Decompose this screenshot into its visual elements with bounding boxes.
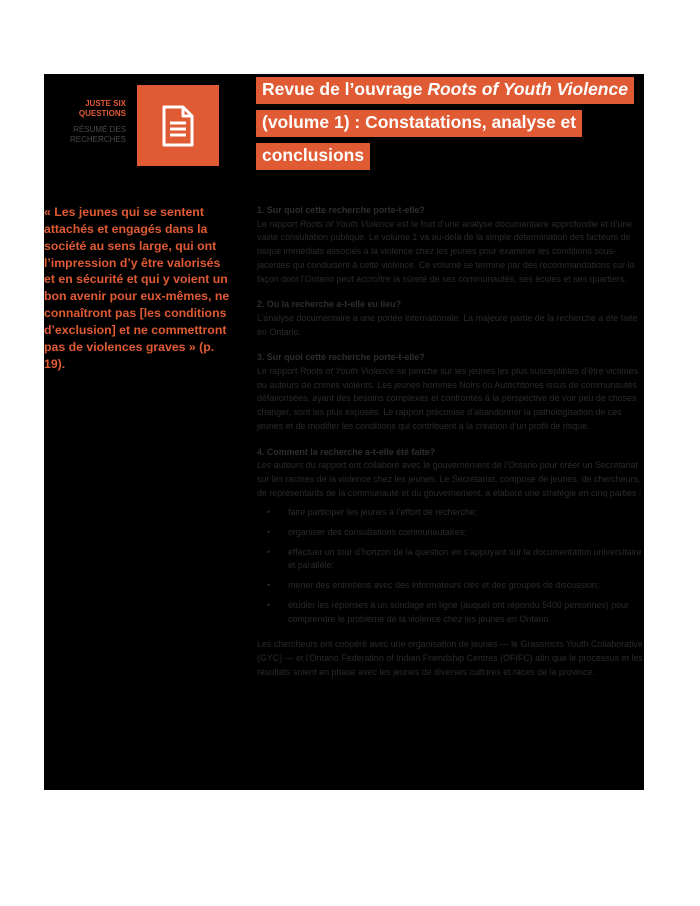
section-q3 bbox=[257, 351, 645, 433]
strategy-list bbox=[257, 506, 645, 626]
list-item: • mener des entretiens avec des informateurs clés et des groupes de discussion; bbox=[257, 579, 645, 593]
kicker-line-3: RÉSUMÉ DES bbox=[73, 125, 126, 134]
list-item: • étudier les réponses à un sondage en ligne (auquel ont répondu 5400 personnes) pour comprendre le problème de la violence chez les jeunes en Ontario. bbox=[257, 599, 645, 626]
kicker-line-2: QUESTIONS bbox=[78, 109, 126, 118]
title-line-3: conclusions bbox=[256, 143, 370, 170]
section-paragraph: Les chercheurs ont coopéré avec une organisation de jeunes — le Grassroots Youth Collaborative (GYC) — et l’Ontario Federation of Indian Friendship Centres (OFIFC) afin que le processus et les résultats soient en phase avec les jeunes de diverses cultures et races de la province. bbox=[257, 639, 643, 677]
list-item: • organiser des consultations communautaires; bbox=[257, 526, 645, 540]
title-work-name: Roots of Youth Violence bbox=[427, 79, 628, 99]
section-q4 bbox=[257, 446, 645, 680]
section-paragraph: Le rapport Roots of Youth Violence est le fruit d’une analyse documentaire approfondie et d’une vaste consultation publique. Le volume 1 va au-delà de la simple détermination des facteurs de risque immédiats associés à la violence chez les jeunes pour examiner les conditions sous-jacentes qui conduisent à cette violence. Ce volume se termine par des recommandations sur la façon dont l’Ontario peut accroître la sûreté de ses communautés, ses écoles et ses quartiers. bbox=[257, 218, 635, 284]
kicker-line-4: RECHERCHES bbox=[69, 135, 126, 144]
section-q2 bbox=[257, 298, 645, 339]
page-title bbox=[256, 77, 646, 176]
section-heading: 2. Où la recherche a-t-elle eu lieu? bbox=[257, 299, 402, 310]
section-paragraph: Les auteurs du rapport ont collaboré avec le gouvernement de l’Ontario pour créer un Secrétariat sur les racines de la violence chez les jeunes. Le Secrétariat, composé de jeunes, de chercheurs, de représentants de la communauté et du gouvernement, a élaboré une stratégie en cinq parties : bbox=[257, 460, 642, 498]
list-item: • faire participer les jeunes à l’effort de recherche; bbox=[257, 506, 645, 520]
article-body bbox=[257, 204, 645, 691]
list-item: • effectuer un tour d’horizon de la question en s’appuyant sur la documentation universitaire et parallèle; bbox=[257, 546, 645, 573]
title-line-1: Revue de l’ouvrage Roots of Youth Violence bbox=[256, 77, 634, 104]
document-tile bbox=[137, 85, 219, 166]
section-heading: 1. Sur quoi cette recherche porte-t-elle? bbox=[257, 205, 425, 215]
title-line-2: (volume 1) : Constatations, analyse et bbox=[256, 110, 582, 137]
section-paragraph: Le rapport Roots of Youth Violence se penche sur les jeunes les plus susceptibles d’être victimes ou auteurs de crimes violents. Les jeunes hommes Noirs ou Autochtones issus de communautés défavorisées, ayant des besoins complexes et confrontés à la perspective de voir peu de choses changer, sont les plus exposés. Le rapport préconise d’abandonner la pathologisation de ces jeunes et de modifier les conditions qui contribuent à la création d’un profil de risque. bbox=[257, 366, 639, 431]
kicker bbox=[26, 99, 126, 145]
section-heading: 4. Comment la recherche a-t-elle été faite? bbox=[257, 446, 436, 457]
section-q1 bbox=[257, 204, 645, 286]
kicker-line-1: JUSTE SIX bbox=[85, 99, 126, 108]
section-heading: 3. Sur quoi cette recherche porte-t-elle? bbox=[257, 352, 425, 363]
document-icon bbox=[161, 105, 195, 147]
pull-quote: « Les jeunes qui se sentent attachés et engagés dans la société au sens large, qui ont l’impression d’y être valorisés et en sécurité et qui y voient un bon avenir pour eux-mêmes, ne connaîtront pas [les conditions d’exclusion] et ne commettront pas de violences graves » (p. 19). bbox=[44, 205, 230, 371]
section-paragraph: L’analyse documentaire a une portée internationale. La majeure partie de la recherche a été faite en Ontario. bbox=[257, 312, 638, 337]
